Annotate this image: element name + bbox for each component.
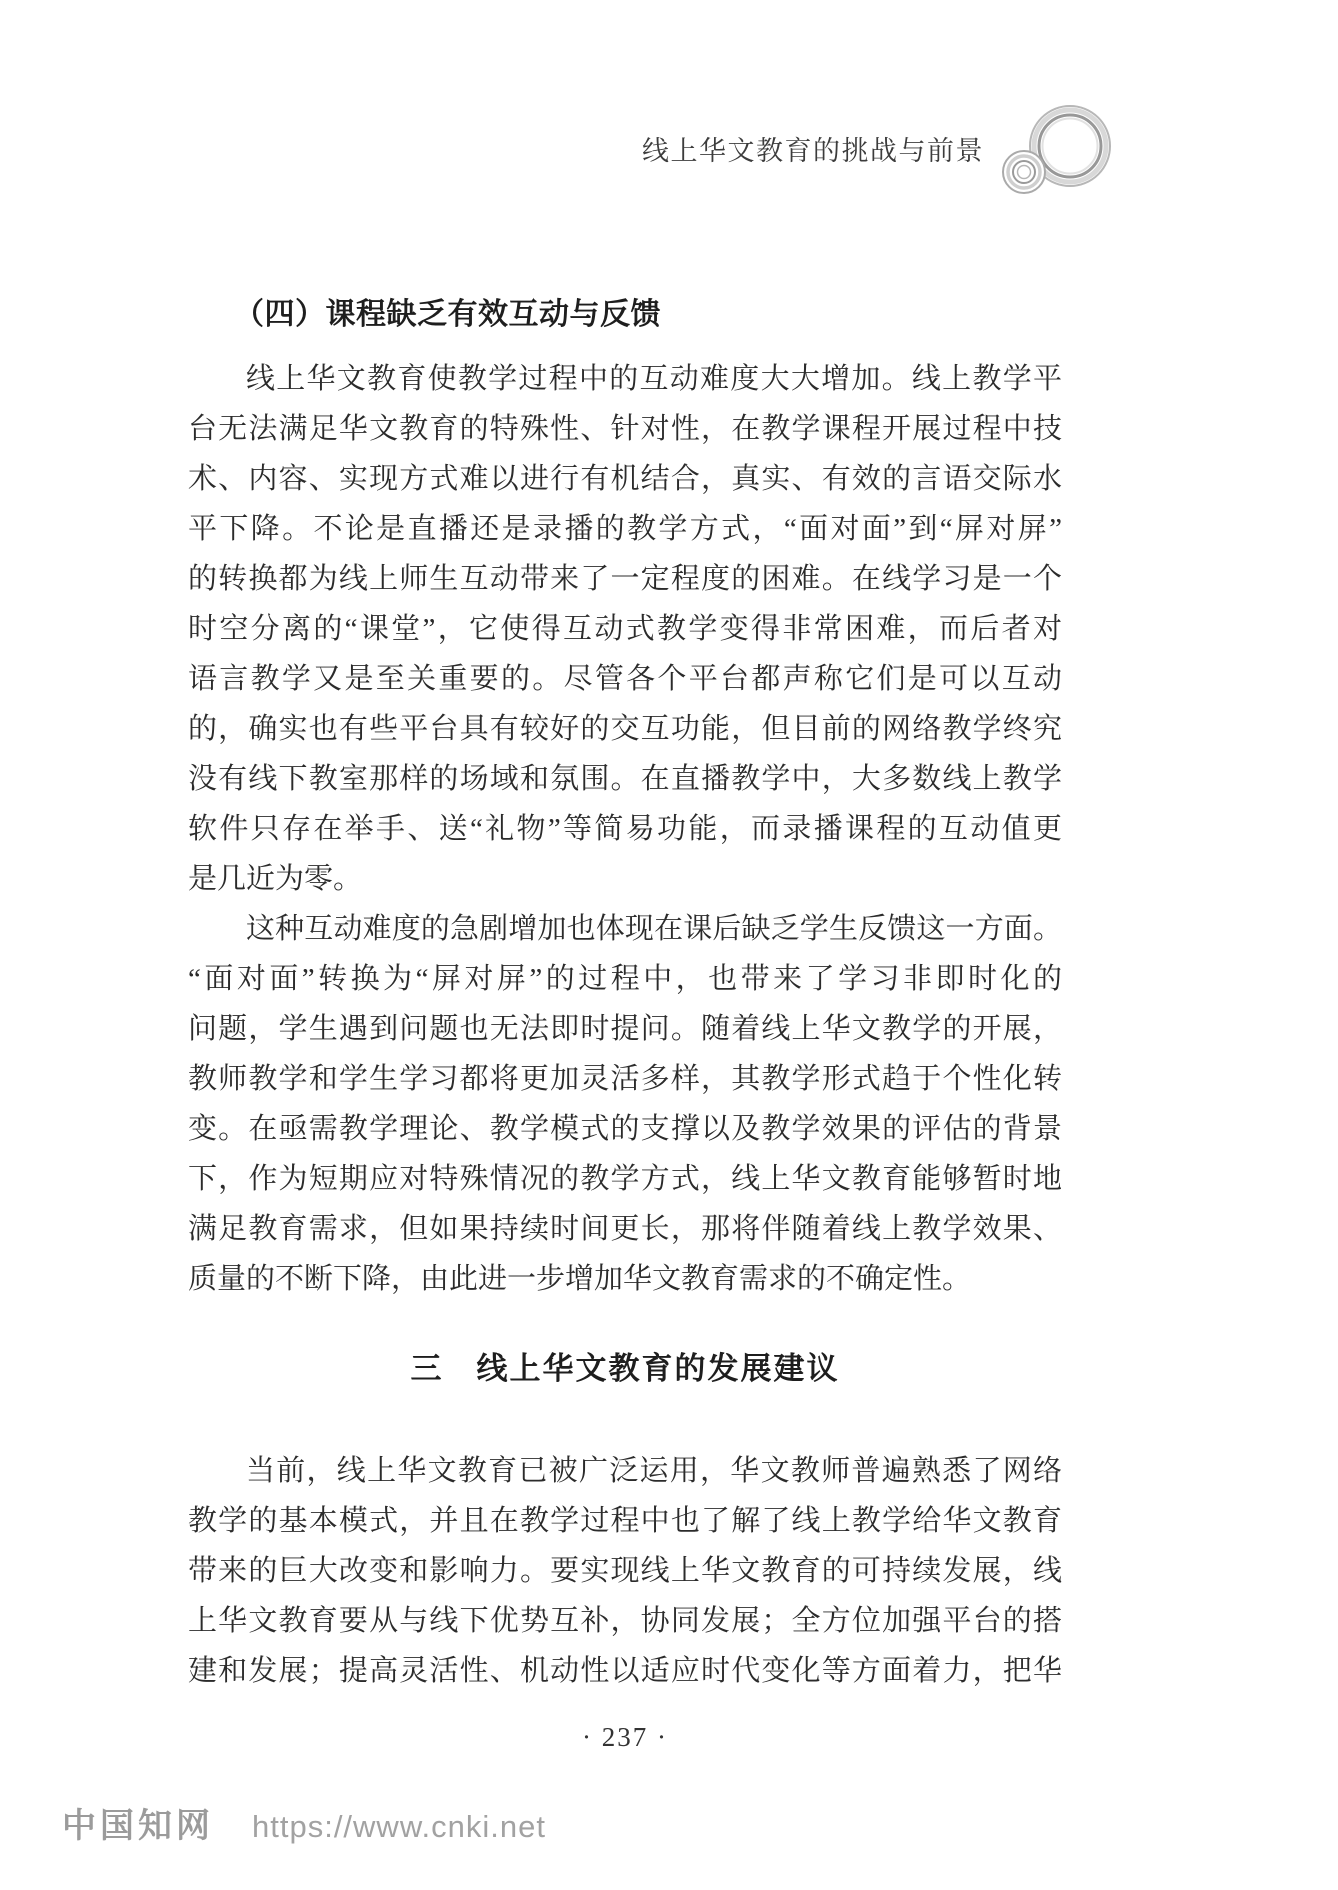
section-heading: 三 线上华文教育的发展建议 [410,1351,840,1386]
text-line: 没有线下教室那样的场域和氛围。在直播教学中，大多数线上教学 [188,763,1062,795]
text-column [188,290,1062,1696]
text-line: 教师教学和学生学习都将更加灵活多样，其教学形式趋于个性化转 [188,1063,1062,1095]
text-line: 问题，学生遇到问题也无法即时提问。随着线上华文教学的开展， [188,1013,1062,1045]
text-line: 的，确实也有些平台具有较好的交互功能，但目前的网络教学终究 [188,713,1062,745]
cnki-watermark [62,1798,546,1847]
text-line: 上华文教育要从与线下优势互补，协同发展；全方位加强平台的搭 [188,1605,1062,1637]
text-line: “面对面”转换为“屏对屏”的过程中，也带来了学习非即时化的 [188,963,1062,995]
text-line: 软件只存在举手、送“礼物”等简易功能，而录播课程的互动值更 [188,813,1062,845]
text-line: 术、内容、实现方式难以进行有机结合，真实、有效的言语交际水 [188,463,1062,495]
text-line: 这种互动难度的急剧增加也体现在课后缺乏学生反馈这一方面。 [246,913,1062,945]
paragraph-1 [188,354,1062,904]
text-line: 带来的巨大改变和影响力。要实现线上华文教育的可持续发展，线 [188,1555,1062,1587]
text-line: 下，作为短期应对特殊情况的教学方式，线上华文教育能够暂时地 [188,1163,1062,1195]
text-line: 建和发展；提高灵活性、机动性以适应时代变化等方面着力，把华 [188,1655,1062,1687]
text-line: 时空分离的“课堂”，它使得互动式教学变得非常困难，而后者对 [188,613,1062,645]
page-number: · 237 · [582,1722,668,1752]
rings-logo-icon [996,94,1124,202]
text-line: 语言教学又是至关重要的。尽管各个平台都声称它们是可以互动 [188,663,1062,695]
text-line: 满足教育需求，但如果持续时间更长，那将伴随着线上教学效果、 [188,1213,1062,1245]
text-line: 线上华文教育使教学过程中的互动难度大大增加。线上教学平 [246,363,1062,395]
text-line: 质量的不断下降，由此进一步增加华文教育需求的不确定性。 [188,1263,972,1295]
text-line: 当前，线上华文教育已被广泛运用，华文教师普遍熟悉了网络 [246,1455,1062,1487]
paragraph-3 [188,1446,1062,1696]
paragraph-2 [188,904,1062,1304]
cnki-logo-text: 中国知网 [62,1807,214,1845]
running-header-title: 线上华文教育的挑战与前景 [642,135,984,166]
text-line: 教学的基本模式，并且在教学过程中也了解了线上教学给华文教育 [188,1505,1062,1537]
subsection-heading: （四）课程缺乏有效互动与反馈 [234,298,661,331]
cnki-url: https://www.cnki.net [252,1809,546,1844]
text-line: 的转换都为线上师生互动带来了一定程度的困难。在线学习是一个 [188,563,1062,595]
text-line: 平下降。不论是直播还是录播的教学方式，“面对面”到“屏对屏” [188,513,1062,545]
text-line: 台无法满足华文教育的特殊性、针对性，在教学课程开展过程中技 [188,413,1062,445]
text-line: 变。在亟需教学理论、教学模式的支撑以及教学效果的评估的背景 [188,1113,1062,1145]
page-header [0,94,1124,202]
text-line: 是几近为零。 [188,863,363,895]
